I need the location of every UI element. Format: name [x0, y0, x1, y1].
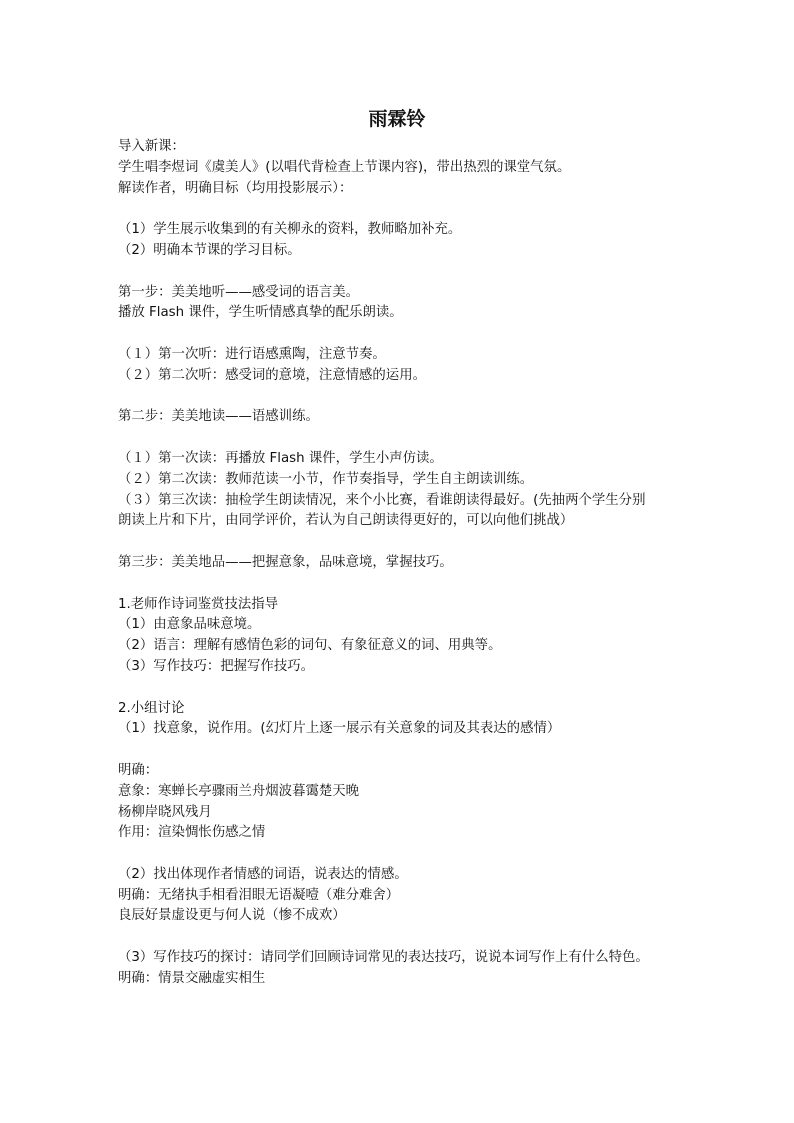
- text-line: 2.小组讨论: [118, 700, 185, 716]
- blank-line: [118, 532, 684, 553]
- text-line: 良辰好景虚设更与何人说（惨不成欢）: [118, 908, 346, 924]
- text-line: 明确：情景交融虚实相生: [118, 970, 266, 986]
- text-line: （2）语言：理解有感情色彩的词句、有象征意义的词、用典等。: [118, 638, 502, 654]
- text-line: 播放 Flash 课件，学生听情感真挚的配乐朗读。: [118, 305, 403, 321]
- text-line: （1）学生展示收集到的有关柳永的资料，教师略加补充。: [118, 222, 462, 238]
- text-line: 作用：渲染惆怅伤感之情: [118, 825, 266, 841]
- text-line: （２）第二次听：感受词的意境，注意情感的运用。: [118, 367, 426, 383]
- text-line: （3）写作技巧的探讨：请同学们回顾诗词常见的表达技巧，说说本词写作上有什么特色。: [118, 950, 649, 966]
- text-line: 杨柳岸晓风残月: [118, 804, 212, 820]
- text-line: （1）由意象品味意境。: [118, 617, 261, 633]
- text-line: （１）第一次听：进行语感熏陶，注意节奏。: [118, 346, 386, 362]
- text-line: 1.老师作诗词鉴赏技法指导: [118, 596, 279, 612]
- text-line: 意象：寒蝉长亭骤雨兰舟烟波暮霭楚天晚: [118, 783, 360, 799]
- text-line: 朗读上片和下片，由同学评价，若认为自己朗读得更好的，可以向他们挑战）: [118, 513, 574, 529]
- text-line: 解读作者，明确目标（均用投影展示）：: [118, 180, 353, 196]
- text-line: 导入新课：: [118, 139, 185, 154]
- blank-line: [118, 844, 684, 865]
- text-line: （２）第二次读：教师范读一小节，作节奏指导，学生自主朗读训练。: [118, 471, 534, 487]
- text-line: （１）第一次读：再播放 Flash 课件，学生小声仿读。: [118, 450, 443, 466]
- text-line: （1）找意象，说作用。(幻灯片上逐一展示有关意象的词及其表达的感情）: [118, 721, 561, 737]
- document-body: [118, 137, 684, 990]
- text-line: （2）明确本节课的学习目标。: [118, 242, 301, 258]
- text-line: 第一步：美美地听——感受词的语言美。: [118, 284, 360, 300]
- blank-line: [118, 574, 684, 595]
- blank-line: [118, 262, 684, 283]
- text-line: 明确：无绪执手相看泪眼无语凝噎（难分难舍）: [118, 887, 400, 903]
- blank-line: [118, 678, 684, 699]
- blank-line: [118, 428, 684, 449]
- blank-line: [118, 927, 684, 948]
- text-line: （３）第三次读：抽检学生朗读情况，来个小比赛，看谁朗读得最好。(先抽两个学生分别: [118, 492, 646, 508]
- text-line: （2）找出体现作者情感的词语，说表达的情感。: [118, 866, 408, 882]
- document-title: 雨霖铃: [368, 108, 426, 130]
- blank-line: [118, 324, 684, 345]
- blank-line: [118, 387, 684, 408]
- text-line: 第三步：美美地品——把握意象，品味意境，掌握技巧。: [118, 554, 453, 570]
- blank-line: [118, 740, 684, 761]
- text-line: 学生唱李煜词《虞美人》(以唱代背检查上节课内容)，带出热烈的课堂气氛。: [118, 159, 571, 175]
- blank-line: [118, 199, 684, 220]
- text-line: 第二步：美美地读——语感训练。: [118, 409, 319, 425]
- text-line: （3）写作技巧：把握写作技巧。: [118, 658, 314, 674]
- text-line: 明确：: [118, 762, 159, 778]
